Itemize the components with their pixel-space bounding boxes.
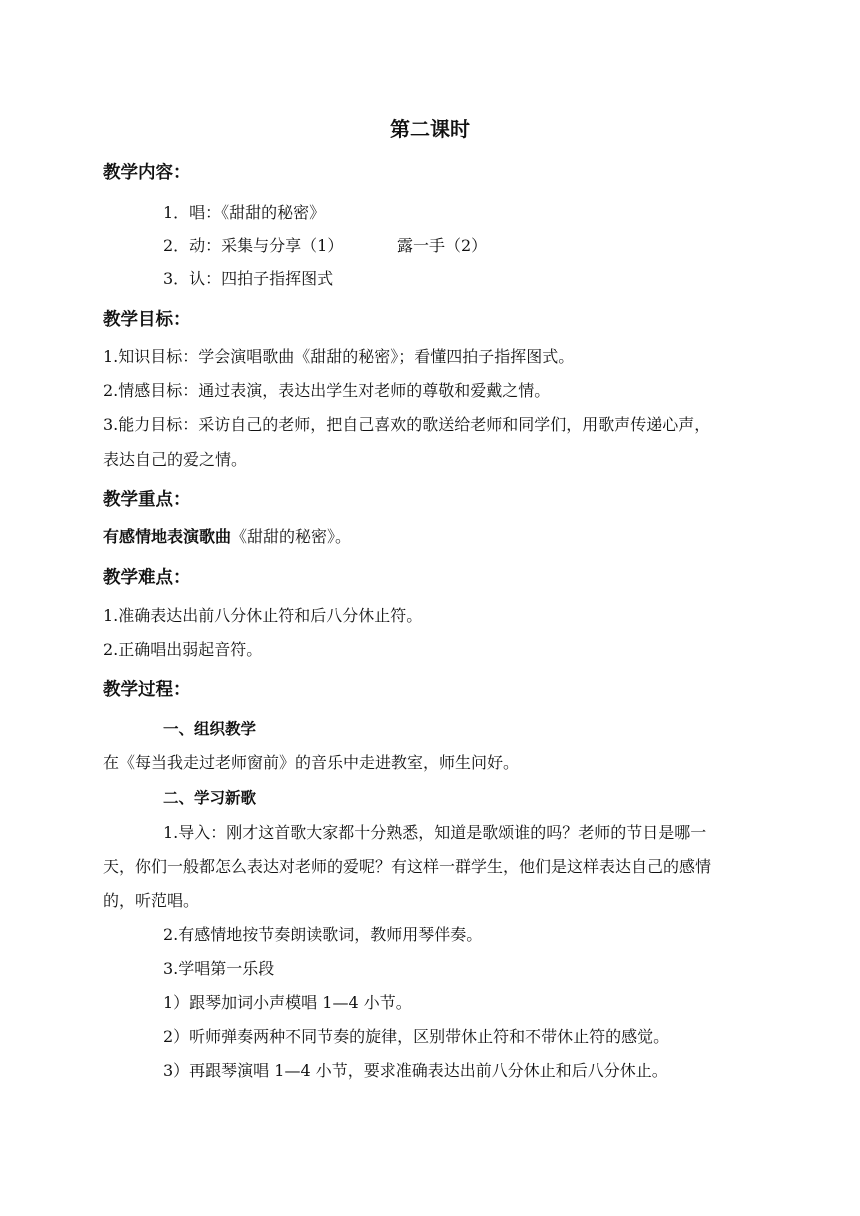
process-section-1-title: 一、组织教学: [163, 720, 257, 738]
key-point-text: [103, 526, 351, 548]
process-p1-line-2: 天，你们一般都怎么表达对老师的爱呢？有这样一群学生，他们是这样表达自己的感情: [103, 857, 712, 876]
goal-item-3-cont: 表达自己的爱之情。: [103, 450, 248, 469]
content-heading: 教学内容：: [103, 163, 191, 183]
process-step-2: 2）听师弹奏两种不同节奏的旋律，区别带休止符和不带休止符的感觉。: [163, 1027, 670, 1046]
process-p1-line-1: 1.导入：刚才这首歌大家都十分熟悉，知道是歌颂谁的吗？老师的节日是哪一: [163, 823, 707, 842]
process-p1-line-3: 的，听范唱。: [103, 891, 200, 910]
difficulty-item-1: 1.准确表达出前八分休止符和后八分休止符。: [103, 606, 423, 625]
key-point-rest: 《甜甜的秘密》。: [231, 527, 352, 546]
process-section-1-text: 在《每当我走过老师窗前》的音乐中走进教室，师生问好。: [103, 753, 520, 772]
key-point-bold: 有感情地表演歌曲: [103, 527, 232, 546]
process-step-3: 3）再跟琴演唱 1—4 小节，要求准确表达出前八分休止和后八分休止。: [163, 1061, 668, 1080]
content-item-2b: 露一手（2）: [397, 236, 488, 255]
content-item-3: 3．认：四拍子指挥图式: [163, 269, 334, 288]
goals-heading: 教学目标：: [103, 310, 191, 330]
difficulty-item-2: 2.正确唱出弱起音符。: [103, 640, 263, 659]
process-p3: 3.学唱第一乐段: [163, 959, 275, 978]
page-title: 第二课时: [390, 117, 470, 141]
process-p2: 2.有感情地按节奏朗读歌词，教师用琴伴奏。: [163, 925, 483, 944]
goal-item-2: 2.情感目标：通过表演，表达出学生对老师的尊敬和爱戴之情。: [103, 381, 551, 400]
key-points-heading: 教学重点：: [103, 490, 191, 510]
content-item-1: 1．唱：《甜甜的秘密》: [163, 203, 326, 222]
content-item-2: 2．动：采集与分享（1）: [163, 236, 344, 255]
difficulties-heading: 教学难点：: [103, 568, 191, 588]
process-heading: 教学过程：: [103, 680, 191, 700]
goal-item-1: 1.知识目标：学会演唱歌曲《甜甜的秘密》；看懂四拍子指挥图式。: [103, 347, 575, 366]
goal-item-3: 3.能力目标：采访自己的老师，把自己喜欢的歌送给老师和同学们，用歌声传递心声，: [103, 415, 711, 434]
process-step-1: 1）跟琴加词小声模唱 1—4 小节。: [163, 993, 412, 1012]
process-section-2-title: 二、学习新歌: [163, 789, 257, 807]
